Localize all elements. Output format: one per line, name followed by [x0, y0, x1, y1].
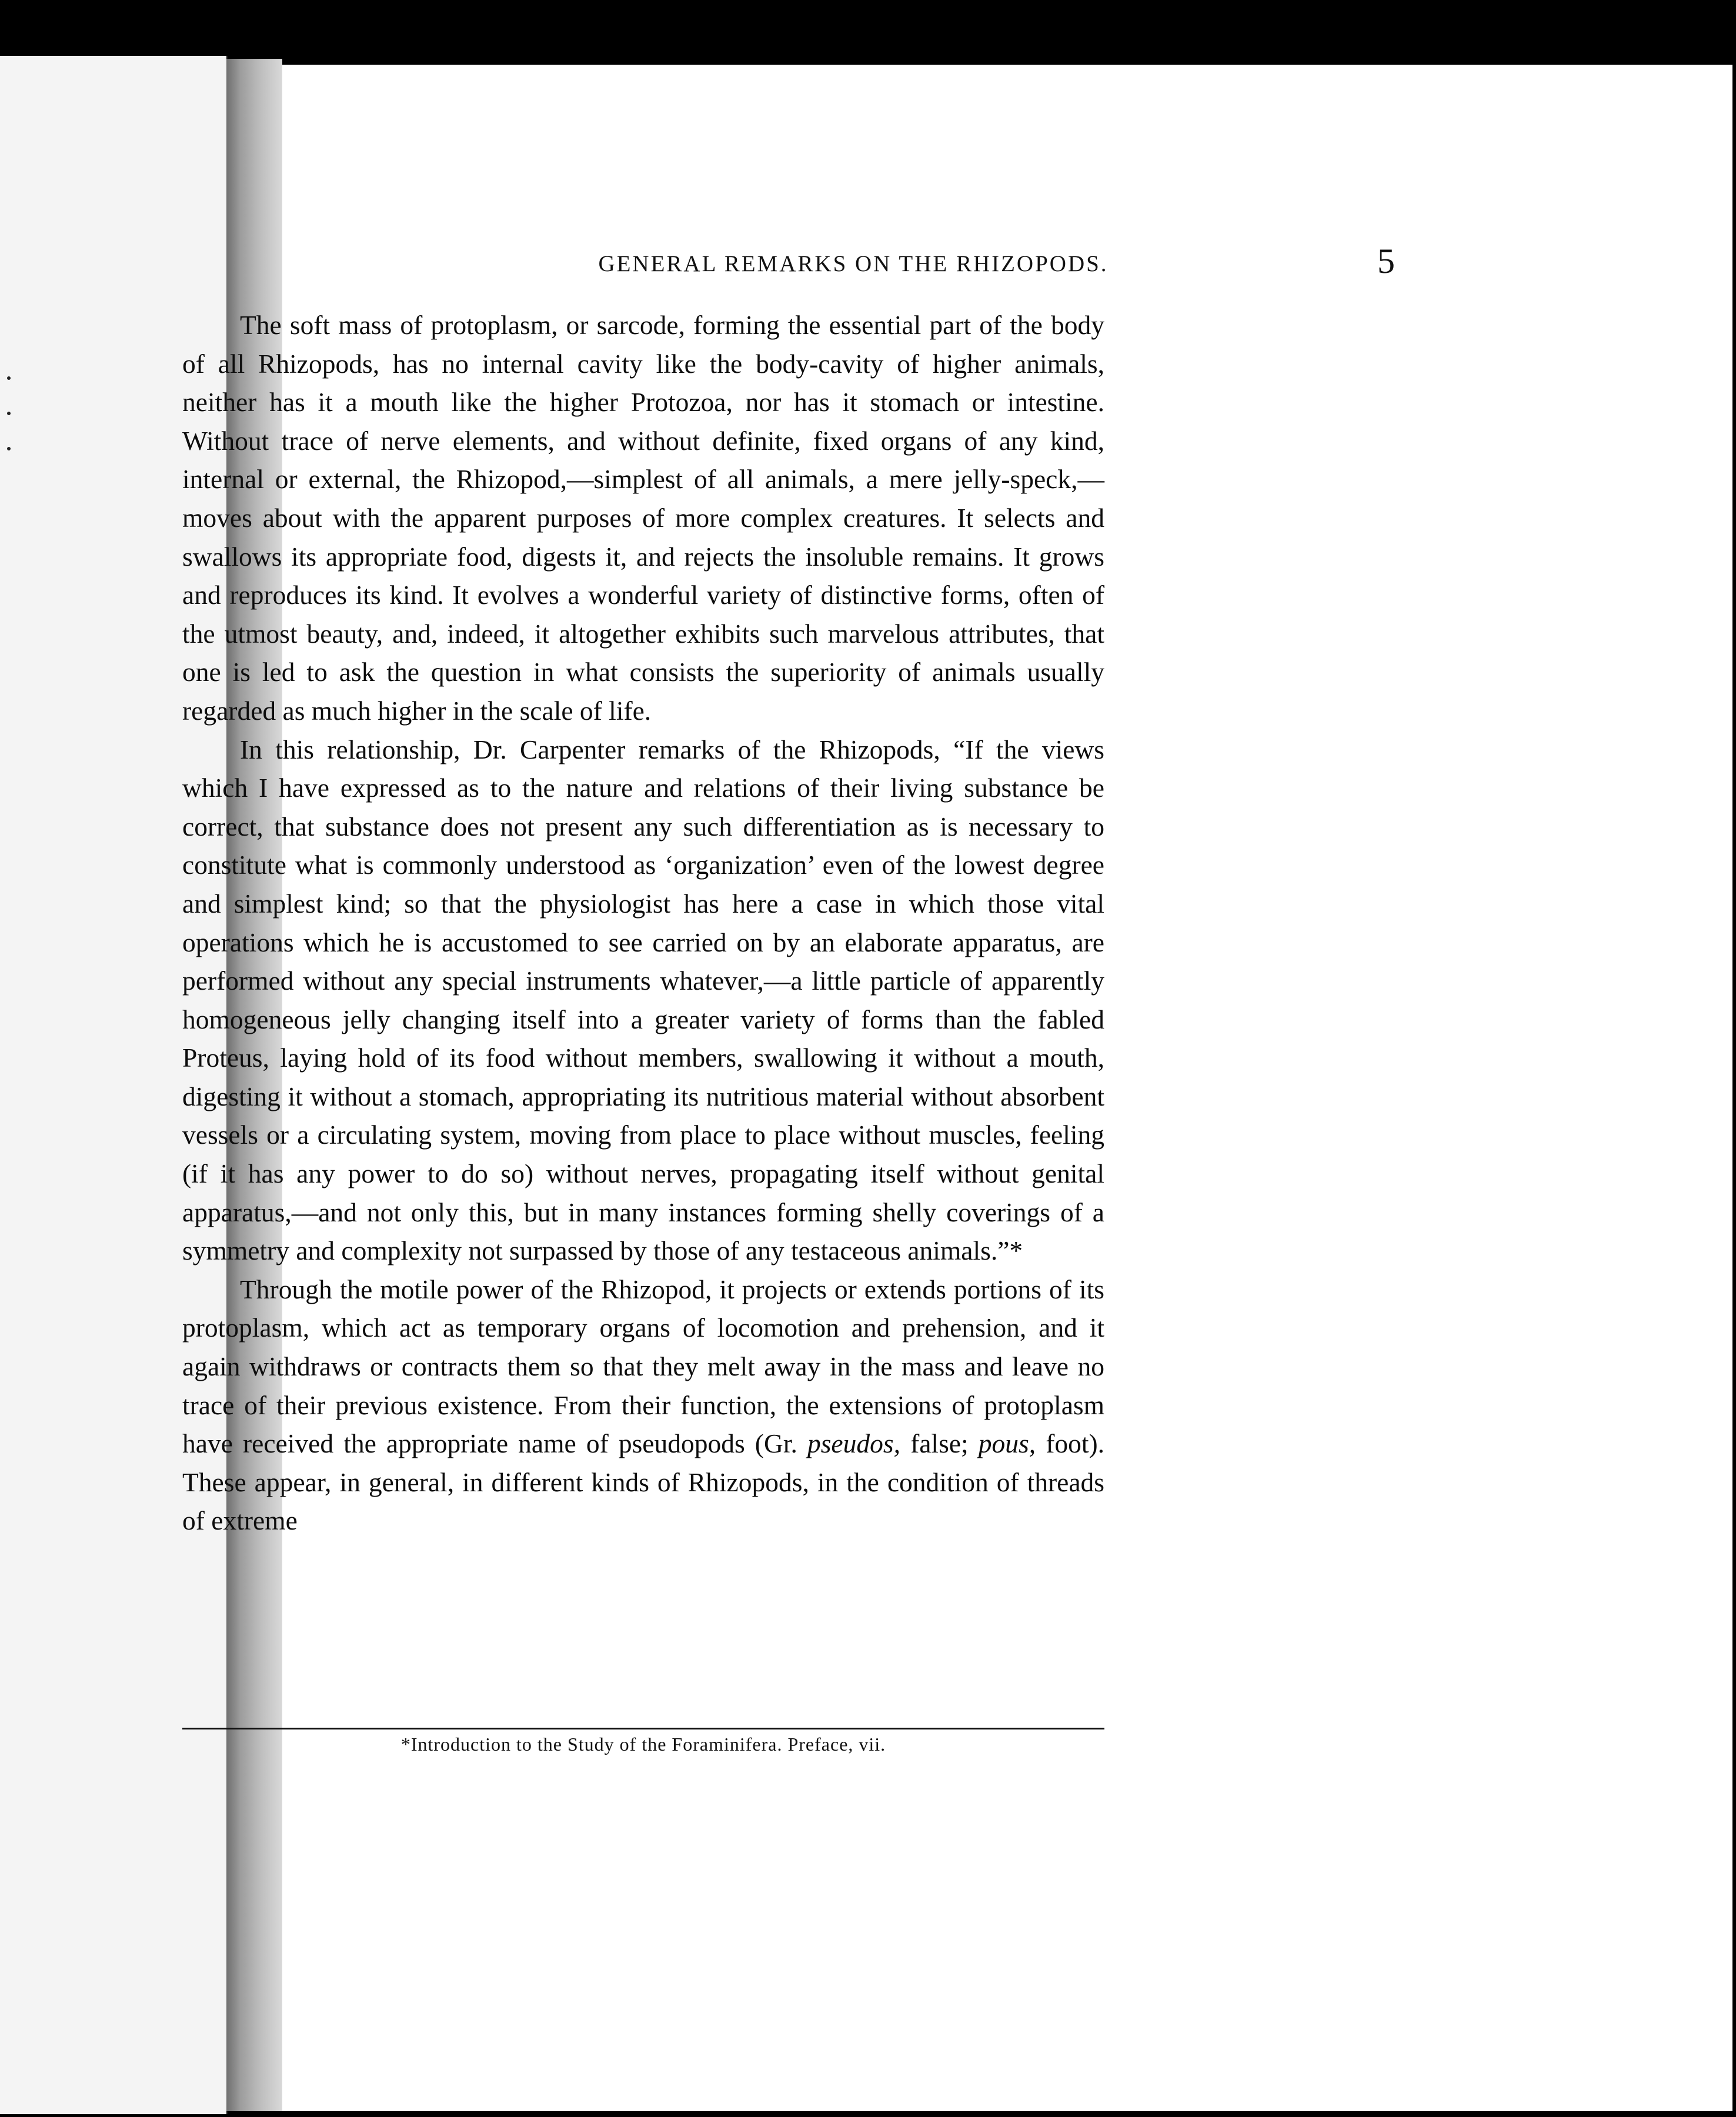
paragraph-3-text: false;: [910, 1428, 969, 1459]
running-head: GENERAL REMARKS ON THE RHIZOPODS.: [598, 251, 1109, 276]
greek-term-pous: pous,: [978, 1428, 1036, 1459]
greek-term-pseudos: pseudos,: [807, 1428, 900, 1459]
paragraph-2: In this relationship, Dr. Carpenter remarks of the Rhizopods, “If the views which I have expressed as to the nature and relations of their living substance be correct, that substance does not present any such differentiation as is necessary to constitute what is commonly understood as ‘organization’ even of the lowest degree and simplest kind; so that the physiologist has here a case in which those vital operations which he is accustomed to see carried on by an elaborate apparatus, are performed without any special instruments whatever,—a little particle of apparently homogeneous jelly changing itself into a greater variety of forms than the fabled Proteus, laying hold of its food without members, swallowing it without a mouth, digesting it without a stomach, appropriating its nutritious material without absorbent vessels or a circulating system, moving from place to place without muscles, feeling (if it has any power to do so) without nerves, propagating itself without genital apparatus,—and not only this, but in many instances forming shelly coverings of a symmetry and complexity not surpassed by those of any testaceous animals.”*: [182, 734, 1104, 1266]
paragraph-1: The soft mass of protoplasm, or sarcode, forming the essential part of the body of all Rhizopods, has no internal cavity like the body-cavity of higher animals, neither has it a mouth like the higher Protozoa, nor has it stomach or intestine. Without trace of nerve elements, and without definite, fixed organs of any kind, internal or external, the Rhizopod,—simplest of all animals, a mere jelly-speck,—moves about with the apparent purposes of more complex creatures. It selects and swallows its appropriate food, digests it, and rejects the insoluble remains. It grows and reproduces its kind. It evolves a wonderful variety of distinctive forms, often of the utmost beauty, and, indeed, it altogether exhibits such marvelous attributes, that one is led to ask the question in what consists the superiority of animals usually regarded as much higher in the scale of life.: [182, 310, 1104, 726]
scan-speck: [7, 447, 11, 450]
paragraph-3-text: foot). These appear, in general, in different kinds of Rhizopods, in the condition of threads of extreme: [182, 1428, 1105, 1536]
scan-speck: [7, 412, 11, 415]
footnote-divider: [182, 1728, 1104, 1729]
paragraph-3: [182, 1270, 1104, 1540]
body-text: [182, 306, 1104, 1540]
scan-speck: [7, 376, 11, 380]
page-number: 5: [1377, 242, 1395, 281]
paragraph-3-text: Through the motile power of the Rhizopod, it projects or extends portions of its protoplasm, which act as temporary organs of locomotion and prehension, and it again withdraws or contracts them so that they melt away in the mass and leave no trace of their previous existence. From their function, the extensions of protoplasm have received the appropriate name of pseudopods (Gr.: [182, 1274, 1104, 1459]
footnote: *Introduction to the Study of the Foraminifera. Preface, vii.: [400, 1734, 886, 1755]
